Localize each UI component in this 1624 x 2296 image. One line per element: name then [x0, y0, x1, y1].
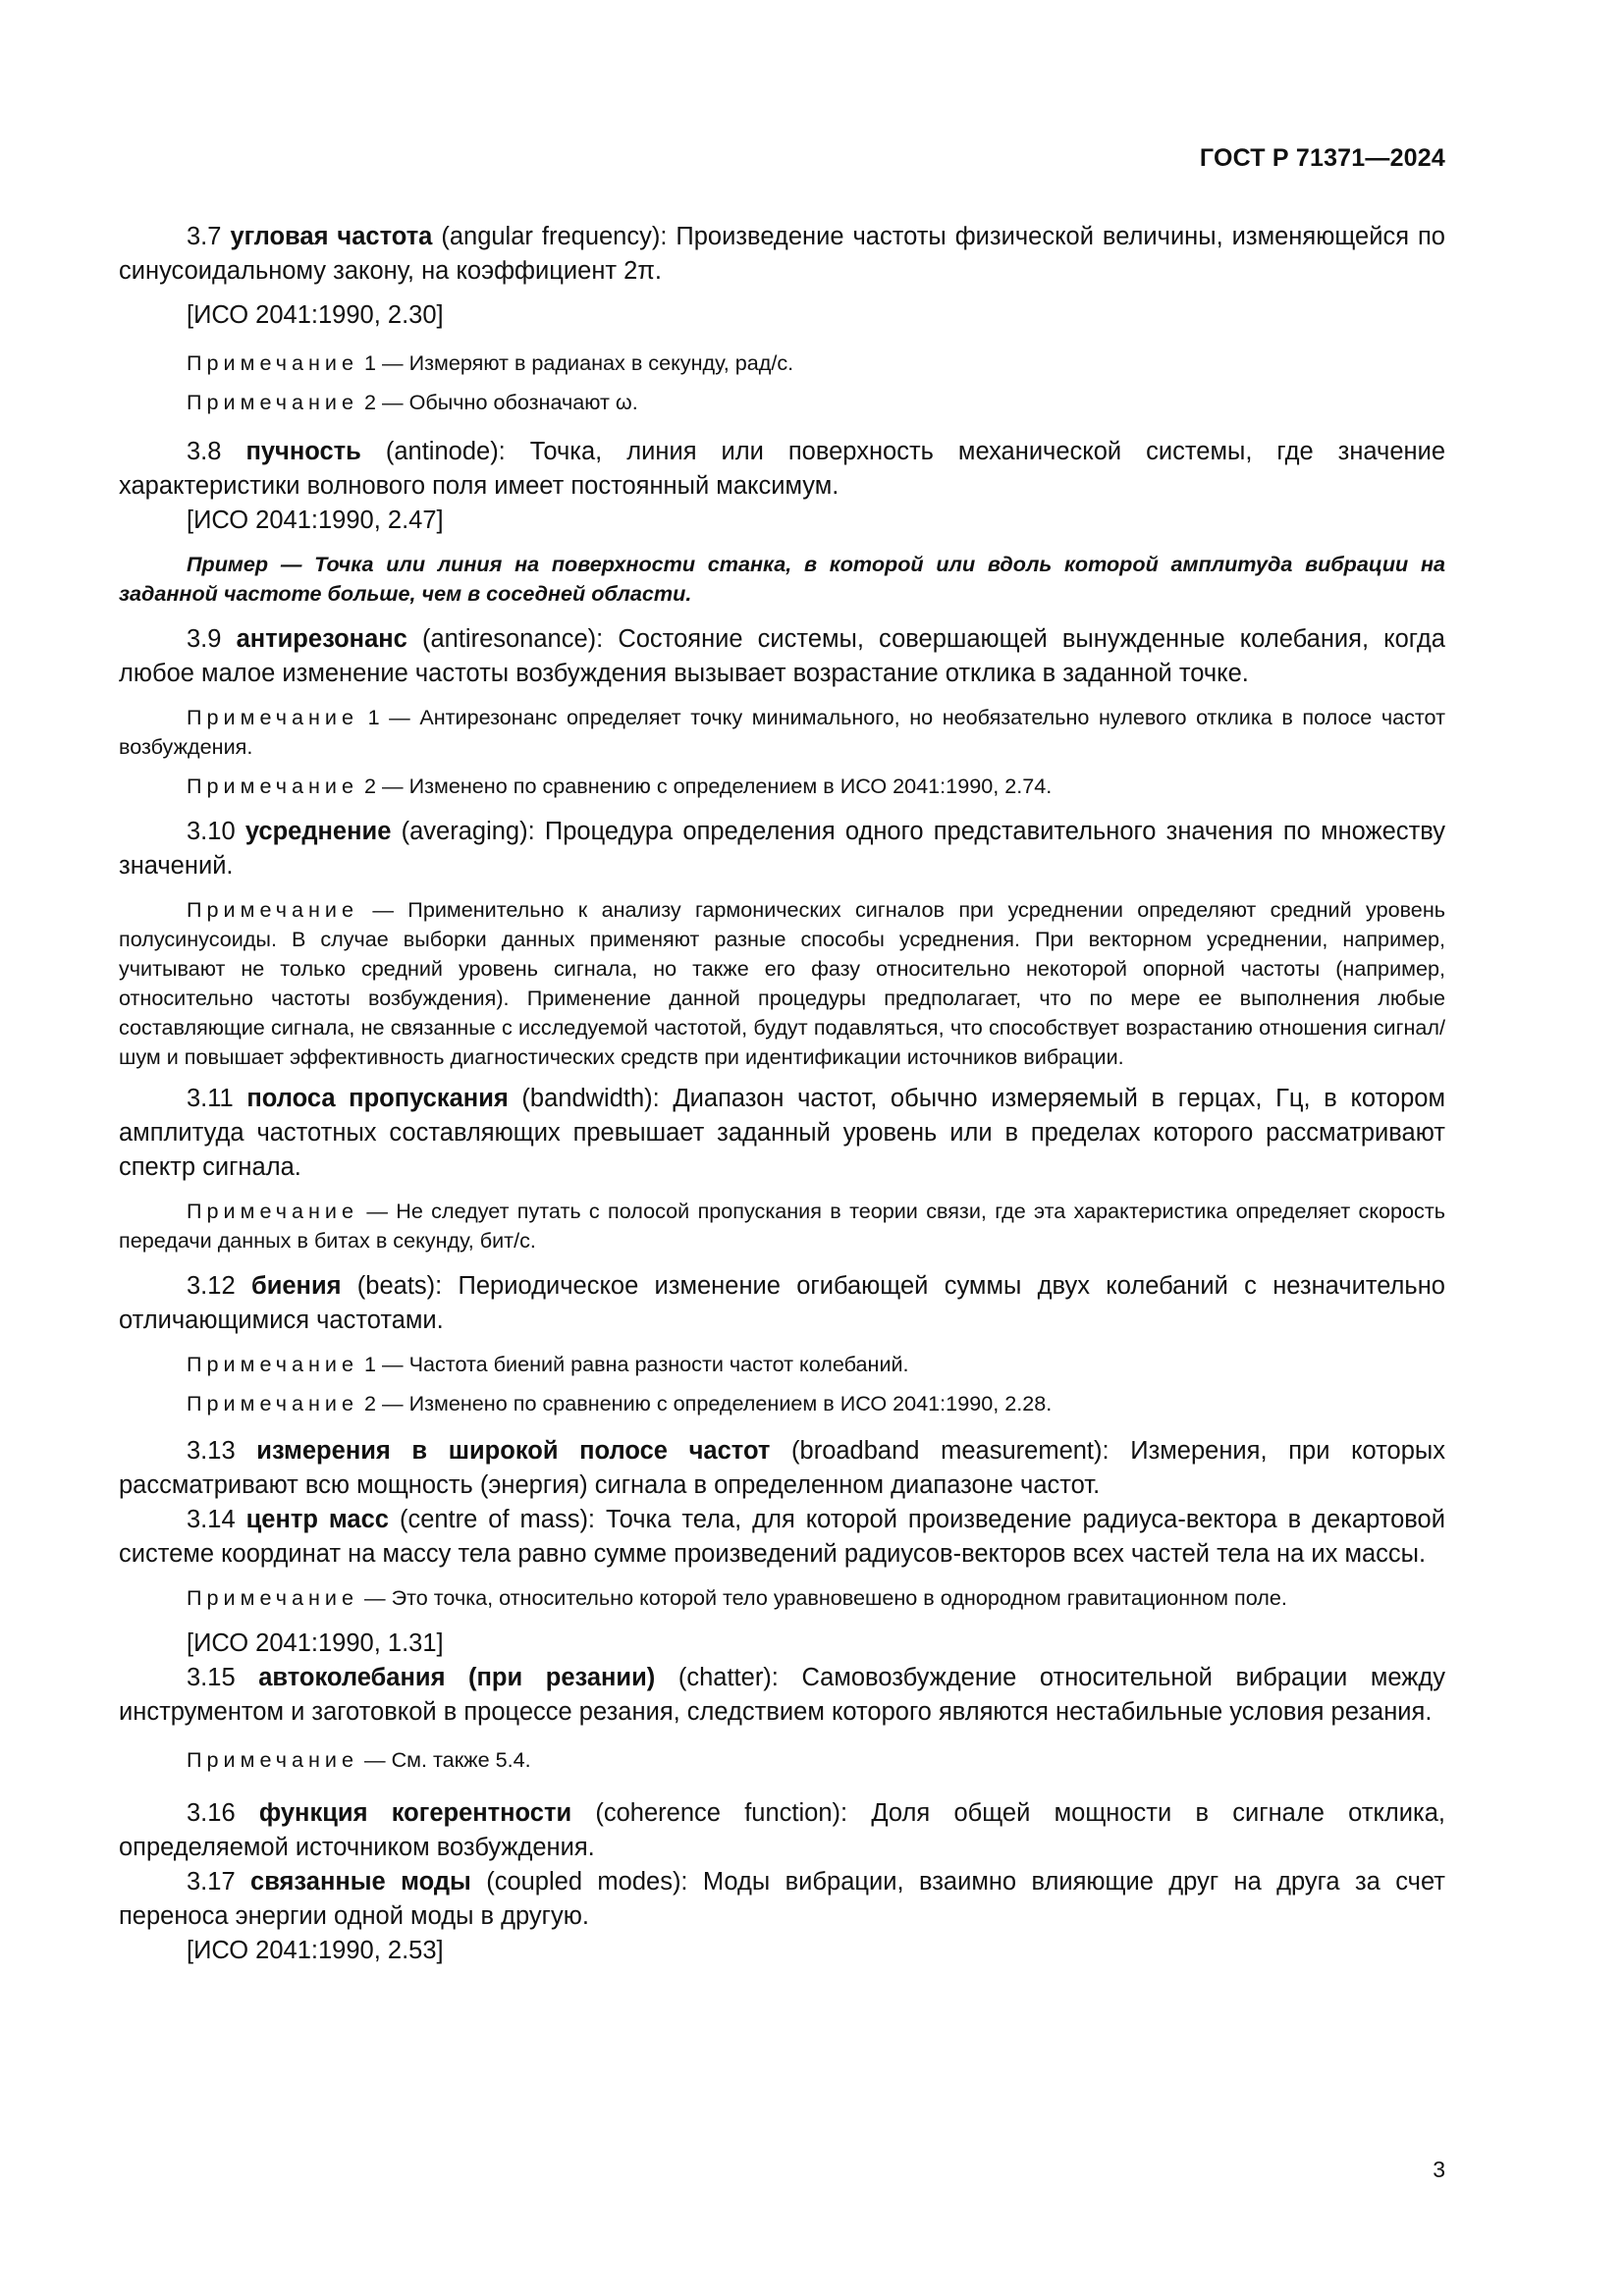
- note-text: 2 — Изменено по сравнению с определением в ИСО 2041:1990, 2.74.: [358, 774, 1053, 798]
- term-definition: (centre of mass): Точка тела, для которой произведение радиуса-вектора в декартовой системе координат на массу тела равно сумме произведений радиусов-векторов всех частей тела на их массы.: [119, 1506, 1445, 1568]
- term-definition: (broadband measurement): Измерения, при которых рассматривают всю мощность (энергия) сигнала в определенном диапазоне частот.: [119, 1437, 1445, 1499]
- note: [119, 1583, 1445, 1613]
- term-definition: (antinode): Точка, линия или поверхность механической системы, где значение характеристики волнового поля имеет постоянный максимум.: [119, 438, 1446, 500]
- note-text: — Не следует путать с полосой пропускания в теории связи, где эта характеристика определяет скорость передачи данных в битах в секунду, бит/с.: [119, 1199, 1445, 1253]
- term-title: биения: [250, 1272, 342, 1300]
- term-title: функция когерентности: [258, 1799, 572, 1827]
- term-title: пучность: [245, 438, 361, 465]
- note: [119, 772, 1445, 801]
- term-title: усреднение: [244, 818, 392, 845]
- note-label: Примечание: [187, 1747, 358, 1772]
- note: [119, 1350, 1445, 1379]
- example: Пример — Точка или линия на поверхности станка, в которой или вдоль которой амплитуда вибрации на заданной частоте больше, чем в соседней области.: [119, 552, 1445, 606]
- term-definition: (averaging): Процедура определения одного представительного значения по множеству значений.: [119, 818, 1445, 880]
- note-label: Примечание: [187, 390, 358, 414]
- term-number: 3.12: [187, 1272, 236, 1300]
- document-header-code: ГОСТ Р 71371—2024: [1199, 144, 1445, 172]
- term-number: 3.15: [187, 1664, 236, 1691]
- note: [119, 348, 1445, 378]
- note-label: Примечание: [187, 1199, 358, 1223]
- term-title: угловая частота: [230, 223, 433, 250]
- reference: [ИСО 2041:1990, 2.30]: [187, 301, 444, 329]
- note: [119, 895, 1445, 1072]
- note: [119, 1197, 1445, 1255]
- page-number: 3: [1433, 2157, 1445, 2182]
- note-text: 1 — Частота биений равна разности частот колебаний.: [358, 1352, 909, 1376]
- note-text: 1 — Измеряют в радианах в секунду, рад/с.: [358, 350, 794, 375]
- term-number: 3.11: [187, 1085, 234, 1112]
- term-title: полоса пропускания: [246, 1085, 509, 1112]
- term-definition: (bandwidth): Диапазон частот, обычно измеряемый в герцах, Гц, в котором амплитуда частотных составляющих превышает заданный уровень или в пределах которого рассматривают спектр сигнала.: [119, 1085, 1445, 1181]
- note-text: — Применительно к анализу гармонических сигналов при усреднении определяют средний уровень полусинусоиды. В случае выборки данных применяют разные способы усреднения. При векторном усреднении, например, учитывают не только средний уровень сигнала, но также его фазу относительно некоторой опорной частоты (например, относительно частоты возбуждения). Применение данной процедуры предполагает, что по мере ее выполнения любые составляющие сигнала, не связанные с исследуемой частотой, будут подавляться, что способствует возрастанию отношения сигнал/шум и повышает эффективность диагностических средств при идентификации источников вибрации.: [119, 897, 1445, 1069]
- term-title: связанные моды: [250, 1868, 471, 1896]
- term-definition: (beats): Периодическое изменение огибающей суммы двух колебаний с незначительно отличающимися частотами.: [119, 1272, 1445, 1334]
- note: [119, 703, 1445, 762]
- term-title: центр масс: [245, 1506, 389, 1533]
- note: [119, 1745, 1445, 1775]
- note-text: 2 — Обычно обозначают ω.: [358, 390, 638, 414]
- term-number: 3.14: [187, 1506, 236, 1533]
- term-3-10: [119, 815, 1445, 883]
- term-number: 3.10: [187, 818, 236, 845]
- term-3-9: [119, 622, 1445, 691]
- term-3-8: [119, 435, 1445, 504]
- term-3-13: [119, 1434, 1445, 1503]
- note-label: Примечание: [187, 897, 358, 922]
- note-label: Примечание: [187, 774, 358, 798]
- note-label: Примечание: [187, 705, 358, 729]
- term-3-12: [119, 1269, 1445, 1338]
- term-number: 3.16: [187, 1799, 236, 1827]
- term-3-7: [119, 220, 1445, 289]
- note: [119, 388, 1445, 417]
- document-body: [119, 220, 1445, 1968]
- term-number: 3.9: [187, 625, 222, 653]
- note-text: 1 — Антирезонанс определяет точку минимального, но необязательно нулевого отклика в полосе частот возбуждения.: [119, 705, 1445, 759]
- reference: [ИСО 2041:1990, 2.53]: [187, 1937, 444, 1964]
- term-definition: (coherence function): Доля общей мощности в сигнале отклика, определяемой источником возбуждения.: [119, 1799, 1445, 1861]
- note: [119, 1389, 1445, 1418]
- term-3-15: [119, 1661, 1445, 1730]
- term-number: 3.17: [187, 1868, 236, 1896]
- note-text: — Это точка, относительно которой тело уравновешено в однородном гравитационном поле.: [358, 1585, 1287, 1610]
- term-definition: (angular frequency): Произведение частоты физической величины, изменяющейся по синусоидальному закону, на коэффициент 2π.: [119, 223, 1445, 285]
- note-text: — См. также 5.4.: [358, 1747, 531, 1772]
- term-title: автоколебания (при резании): [258, 1664, 656, 1691]
- term-title: антирезонанс: [236, 625, 407, 653]
- term-title: измерения в широкой полосе частот: [256, 1437, 771, 1465]
- note-label: Примечание: [187, 1352, 358, 1376]
- term-3-17: [119, 1865, 1445, 1934]
- term-3-11: [119, 1082, 1445, 1185]
- note-text: 2 — Изменено по сравнению с определением в ИСО 2041:1990, 2.28.: [358, 1391, 1053, 1415]
- term-definition: (coupled modes): Моды вибрации, взаимно влияющие друг на друга за счет переноса энергии одной моды в другую.: [119, 1868, 1445, 1930]
- term-3-14: [119, 1503, 1445, 1572]
- term-number: 3.8: [187, 438, 222, 465]
- reference: [ИСО 2041:1990, 2.47]: [187, 507, 444, 534]
- note-label: Примечание: [187, 350, 358, 375]
- reference: [ИСО 2041:1990, 1.31]: [187, 1629, 444, 1657]
- term-definition: (chatter): Самовозбуждение относительной вибрации между инструментом и заготовкой в процессе резания, следствием которого являются нестабильные условия резания.: [119, 1664, 1445, 1726]
- note-label: Примечание: [187, 1391, 358, 1415]
- note-label: Примечание: [187, 1585, 358, 1610]
- term-number: 3.7: [187, 223, 222, 250]
- term-definition: (antiresonance): Состояние системы, совершающей вынужденные колебания, когда любое малое изменение частоты возбуждения вызывает возрастание отклика в заданной точке.: [119, 625, 1445, 687]
- term-number: 3.13: [187, 1437, 236, 1465]
- term-3-16: [119, 1796, 1445, 1865]
